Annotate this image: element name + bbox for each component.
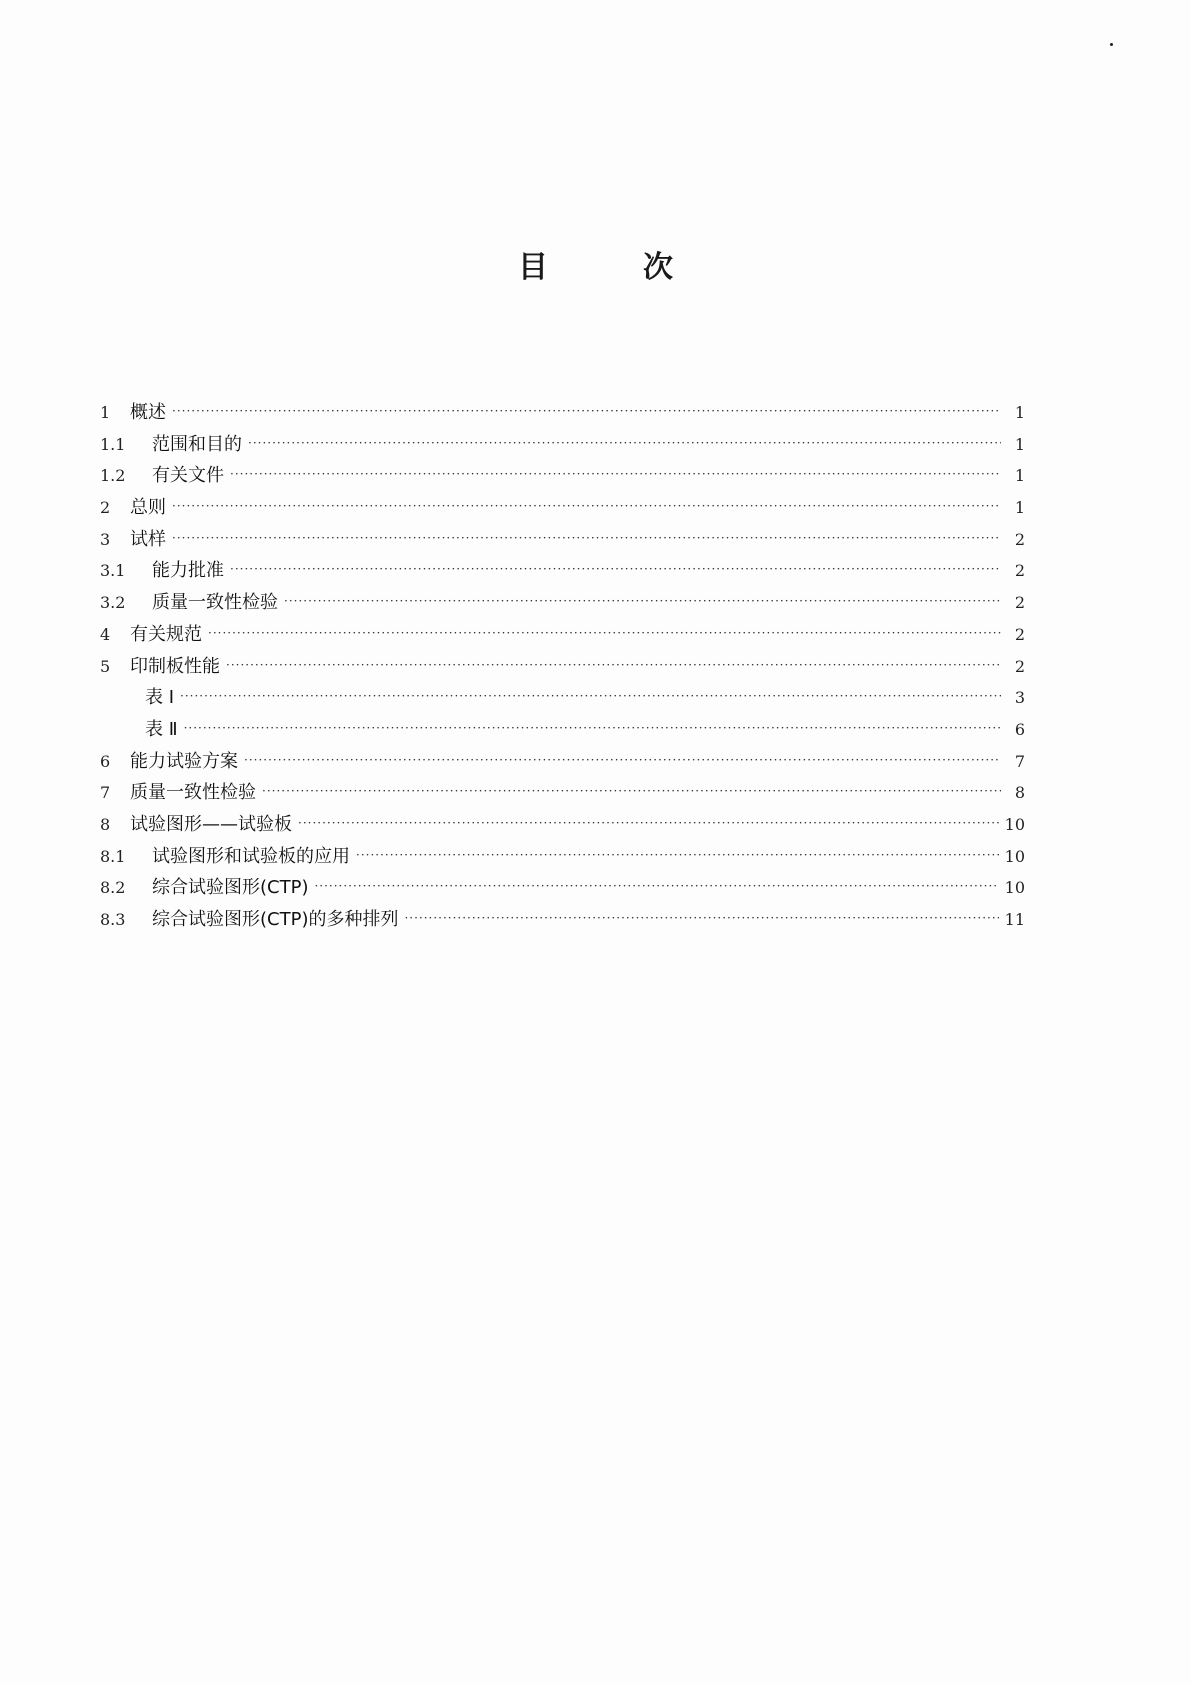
toc-entry-number: 5 — [100, 656, 111, 676]
scan-speck — [1110, 43, 1113, 46]
toc-entry[interactable] — [100, 429, 1025, 461]
toc-entry-page-number: 1 — [1014, 498, 1025, 518]
toc-leader-dots — [172, 523, 1001, 555]
table-of-contents — [100, 397, 1025, 936]
toc-entry[interactable] — [100, 397, 1025, 429]
toc-entry-page-number: 8 — [1014, 783, 1025, 803]
toc-entry-number: 2 — [100, 498, 111, 518]
toc-entry[interactable] — [100, 651, 1025, 683]
toc-entry[interactable] — [100, 746, 1025, 778]
toc-entry-label: 能力试验方案 — [130, 750, 238, 772]
title-char-1: 目 — [518, 250, 548, 285]
toc-entry-page-number: 2 — [1014, 561, 1025, 581]
toc-leader-dots — [404, 903, 998, 935]
toc-entry-page-number: 2 — [1014, 529, 1025, 549]
toc-entry-label: 综合试验图形(CTP)的多种排列 — [152, 909, 399, 930]
toc-entry-page-number: 6 — [1014, 719, 1025, 739]
toc-entry-label: 范围和目的 — [152, 433, 242, 455]
toc-entry[interactable] — [100, 460, 1025, 492]
title-char-2: 次 — [643, 250, 673, 285]
toc-entry-label: 质量一致性检验 — [152, 592, 278, 614]
toc-leader-dots — [230, 554, 1001, 586]
toc-leader-dots — [356, 840, 999, 872]
toc-entry-number: 8.3 — [100, 910, 126, 929]
toc-entry[interactable] — [100, 777, 1025, 809]
toc-entry-number: 8.2 — [100, 878, 126, 898]
toc-entry-label: 印制板性能 — [130, 655, 220, 677]
toc-entry-page-number: 7 — [1014, 751, 1025, 771]
toc-entry[interactable] — [100, 492, 1025, 524]
toc-entry-label: 试样 — [130, 528, 166, 550]
toc-entry[interactable] — [100, 587, 1025, 619]
toc-entry-page-number: 2 — [1014, 656, 1025, 676]
toc-entry-number: 4 — [100, 624, 111, 644]
toc-entry[interactable] — [100, 682, 1025, 714]
toc-entry-page-number: 10 — [1004, 878, 1025, 898]
toc-entry-number: 1.2 — [100, 466, 126, 486]
toc-leader-dots — [262, 776, 1001, 808]
toc-entry-page-number: 1 — [1014, 434, 1025, 454]
toc-entry[interactable] — [100, 872, 1025, 904]
toc-entry[interactable] — [100, 619, 1025, 651]
page-title — [0, 248, 1191, 288]
toc-leader-dots — [226, 650, 1001, 682]
toc-leader-dots — [208, 618, 1001, 650]
toc-entry-number: 7 — [100, 783, 111, 803]
toc-entry-number: 3 — [100, 529, 111, 549]
toc-entry-label: 有关规范 — [130, 623, 202, 645]
toc-entry-number: 3.1 — [100, 561, 126, 581]
toc-entry[interactable] — [100, 524, 1025, 556]
toc-leader-dots — [184, 713, 1001, 745]
toc-leader-dots — [314, 871, 998, 903]
toc-entry[interactable] — [100, 904, 1025, 936]
toc-entry-label: 试验图形和试验板的应用 — [152, 845, 350, 867]
toc-leader-dots — [244, 745, 1001, 777]
toc-entry-label: 总则 — [130, 497, 166, 519]
toc-leader-dots — [230, 459, 1001, 491]
toc-entry-label: 综合试验图形(CTP) — [152, 877, 309, 899]
toc-entry-page-number: 1 — [1014, 466, 1025, 486]
toc-entry-page-number: 10 — [1004, 814, 1025, 834]
toc-entry-number: 8.1 — [100, 846, 126, 866]
toc-entry-label: 表 Ⅱ — [145, 718, 178, 740]
toc-entry-page-number: 10 — [1004, 846, 1025, 866]
toc-leader-dots — [284, 586, 1001, 618]
toc-entry-number: 8 — [100, 814, 111, 834]
toc-entry[interactable] — [100, 714, 1025, 746]
toc-entry-number: 1.1 — [100, 434, 126, 454]
toc-entry-label: 能力批准 — [152, 560, 224, 582]
toc-entry-page-number: 3 — [1014, 688, 1025, 708]
toc-leader-dots — [172, 491, 1001, 523]
toc-leader-dots — [298, 808, 999, 840]
toc-entry[interactable] — [100, 809, 1025, 841]
toc-entry-page-number: 2 — [1014, 624, 1025, 644]
toc-entry-number: 6 — [100, 751, 111, 771]
toc-entry-label: 有关文件 — [152, 465, 224, 487]
toc-leader-dots — [180, 681, 1001, 713]
toc-leader-dots — [248, 428, 1001, 460]
toc-entry-label: 试验图形——试验板 — [130, 813, 292, 835]
toc-entry-label: 质量一致性检验 — [130, 782, 256, 804]
toc-entry-number: 3.2 — [100, 593, 126, 613]
toc-entry-page-number: 11 — [1004, 910, 1025, 929]
toc-entry-page-number: 1 — [1014, 403, 1025, 422]
toc-entry[interactable] — [100, 555, 1025, 587]
toc-entry-label: 表 I — [145, 687, 175, 709]
toc-leader-dots — [172, 396, 1001, 428]
toc-entry[interactable] — [100, 841, 1025, 873]
toc-entry-label: 概述 — [130, 402, 166, 423]
toc-entry-number: 1 — [100, 403, 111, 422]
toc-entry-page-number: 2 — [1014, 593, 1025, 613]
